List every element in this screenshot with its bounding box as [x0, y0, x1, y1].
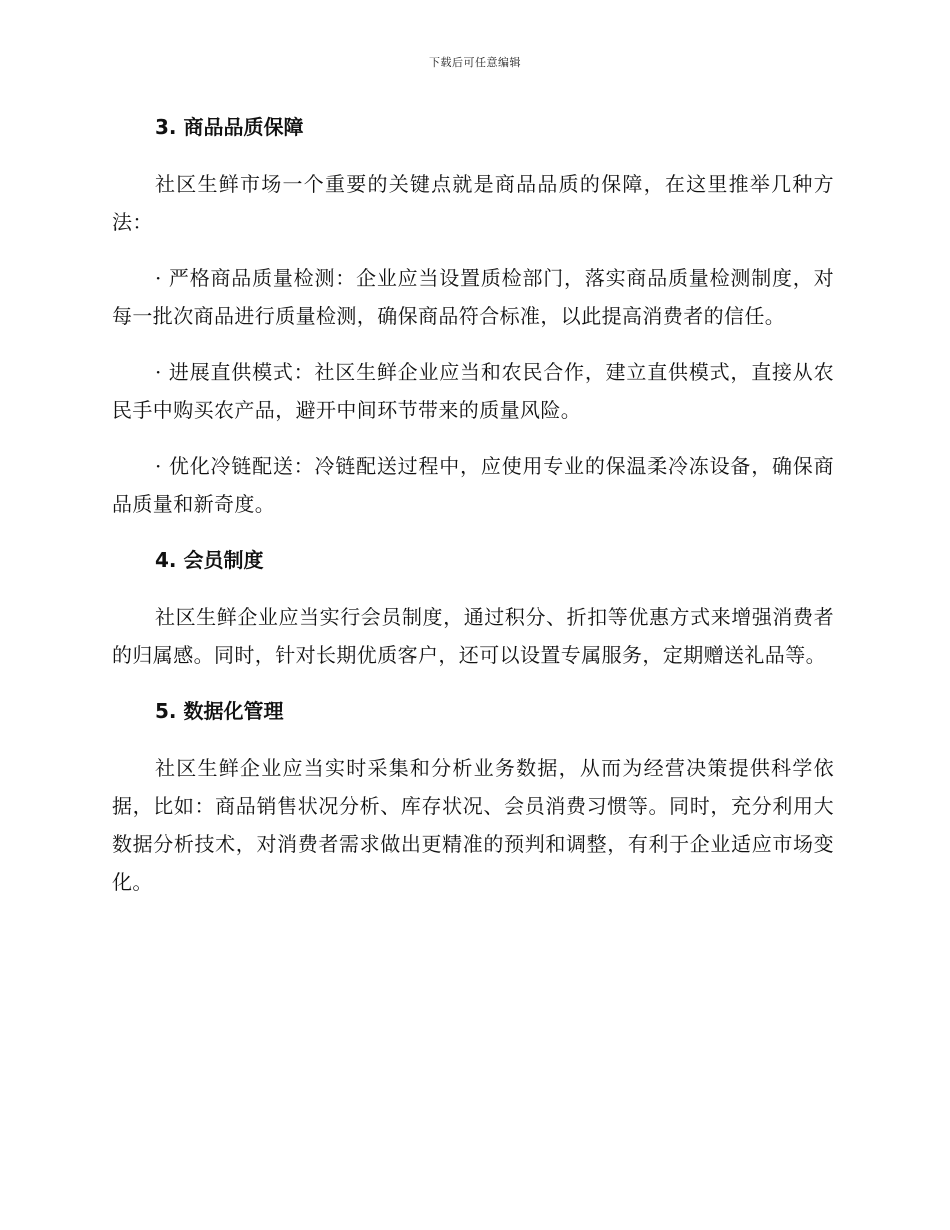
section-heading-quality: 3. 商品品质保障 [155, 115, 304, 139]
paragraph: 社区生鲜企业应当实时采集和分析业务数据，从而为经营决策提供科学依据，比如：商品销售状况分析、库存状况、会员消费习惯等。同时，充分利用大数据分析技术，对消费者需求做出更精准的预判和调整，有利于企业适应市场变化。 [112, 756, 834, 894]
bullet-paragraph: · 严格商品质量检测：企业应当设置质检部门，落实商品质量检测制度，对每一批次商品进行质量检测，确保商品符合标准，以此提高消费者的信任。 [112, 266, 834, 328]
bullet-paragraph: · 进展直供模式：社区生鲜企业应当和农民合作，建立直供模式，直接从农民手中购买农产品，避开中间环节带来的质量风险。 [112, 360, 834, 422]
section-heading-membership: 4. 会员制度 [155, 548, 264, 572]
document-body [112, 108, 834, 901]
section-heading-data-management: 5. 数据化管理 [155, 699, 284, 723]
paragraph: 社区生鲜企业应当实行会员制度，通过积分、折扣等优惠方式来增强消费者的归属感。同时，针对长期优质客户，还可以设置专属服务，定期赠送礼品等。 [112, 605, 834, 667]
paragraph: 社区生鲜市场一个重要的关键点就是商品品质的保障，在这里推举几种方法： [112, 172, 834, 234]
page-header: 下载后可任意编辑 [429, 56, 521, 69]
bullet-paragraph: · 优化冷链配送：冷链配送过程中，应使用专业的保温柔冷冻设备，确保商品质量和新奇度。 [112, 454, 834, 516]
